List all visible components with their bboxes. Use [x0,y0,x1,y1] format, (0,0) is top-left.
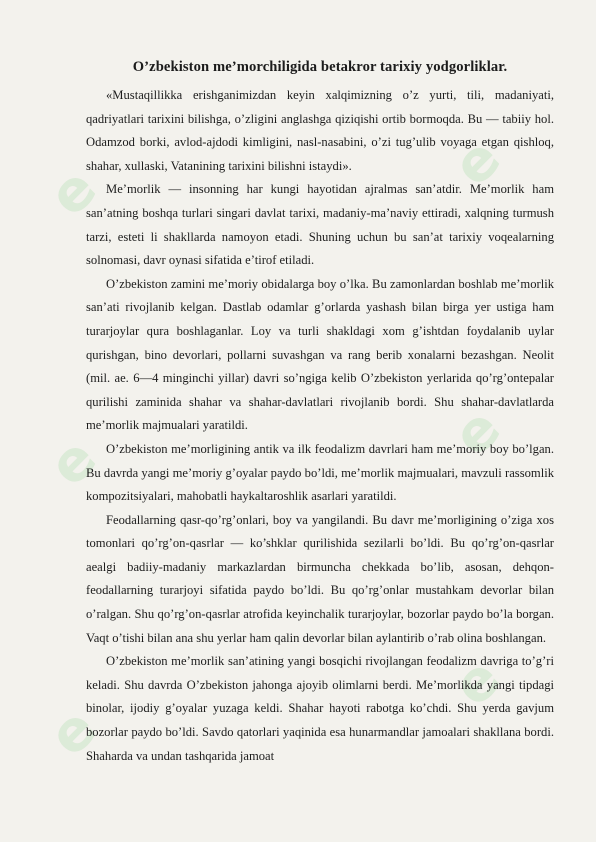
paragraph-3: O’zbekiston zamini me’moriy obidalarga boy o’lka. Bu zamonlardan boshlab me’morlik san’ati rivojlanib kelgan. Dastlab odamlar g’orlarda yashash bilan birga yer ustiga ham turarjoylar qura boshlaganlar. Loy va turli shakldagi xom g’ishtdan foydalanib uylar qurishgan, bino devorlari, pollarni suvashgan va rang berib xonalarni bezashgan. Neolit (mil. ae. 6—4 minginchi yillar) davri so’ngiga kelib O’zbekiston yerlarida qo’rg’ontepalar qurilishi zaminida shahar va shahar-davlatlari rivojlanib bordi. Shu shahar-davlatlarda me’morlik majmualari yaratildi. [86,276,554,433]
paragraph-4: O’zbekiston me’morligining antik va ilk feodalizm davrlari ham me’moriy boy bo’lgan. Bu davrda yangi me’moriy g’oyalar paydo bo’ldi, me’morlik majmualari, mavzuli rassomlik kompozitsiyalari, mahobatli haykaltaroshlik asarlari yaratildi. [86,441,554,504]
paragraph-6: O’zbekiston me’morlik san’atining yangi bosqichi rivojlangan feodalizm davriga to’g’ri keladi. Shu davrda O’zbekiston jahonga ajoyib olimlarni berdi. Me’morlikda yangi tipdagi binolar, ijodiy g’oyalar yuzaga keldi. Shahar hayoti rabotga ko’chdi. Shu yerda gavjum bozorlar paydo bo’ldi. Savdo qatorlari yaqinida esa hunarmandlar jamoalari shakllana bordi. Shaharda va undan tashqarida jamoat [86,654,554,763]
paragraph-5: Feodallarning qasr-qo’rg’onlari, boy va yangilandi. Bu davr me’morligining o’ziga xos tomonlari qo’rg’on-qasrlar — ko’shklar qurilishida sezilarli bo’ldi. Bu qo’rg’on-qasrlar aealgi badiiy-madaniy markazlardan birmuncha chekkada bo’lib, asosan, dehqon-feodallarning turarjoyi sifatida paydo bo’ldi. Bu qo’rg’onlar mustahkam devorlar bilan o’ralgan. Shu qo’rg’on-qasrlar atrofida keyinchalik turarjoylar, bozorlar paydo bo’la borgan. Vaqt o’tishi bilan ana shu yerlar ham qalin devorlar bilan aylantirib o’rab olina boshlangan. [86,512,554,645]
watermark: e [440,126,514,199]
watermark: e [36,696,110,769]
watermark: e [36,156,110,229]
watermark: e [440,646,514,719]
paragraph-2: Me’morlik — insonning har kungi hayotidan ajralmas san’atdir. Me’morlik ham san’atning boshqa turlari singari davlat tarixi, madaniy-ma’naviy ettiradi, xalqning turmush tarzi, esteti li shakllarda namoyon etadi. Shuning uchun bu san’at tarixiy voqealarning solnomasi, davr oynasi sifatida e’tirof etiladi. [86,182,554,268]
document-page [86,56,554,768]
document-title: O’zbekiston me’morchiligida betakror tarixiy yodgorliklar. [132,59,508,75]
watermark: e [36,426,110,499]
paragraph-1: «Mustaqillikka erishganimizdan keyin xalqimizning o’z yurti, tili, madaniyati, qadriyatlari tarixini bilishga, o’zligini anglashga qiziqishi ortib bormoqda. Bu — tabiiy hol. Odamzod borki, avlod-ajdodi kimligini, nasl-nasabini, o’zi tug’ulib voyaga etgan qishloq, shahar, xullaski, Vatanining tarixini bilishni istaydi». [86,88,554,173]
watermark: e [440,396,514,469]
